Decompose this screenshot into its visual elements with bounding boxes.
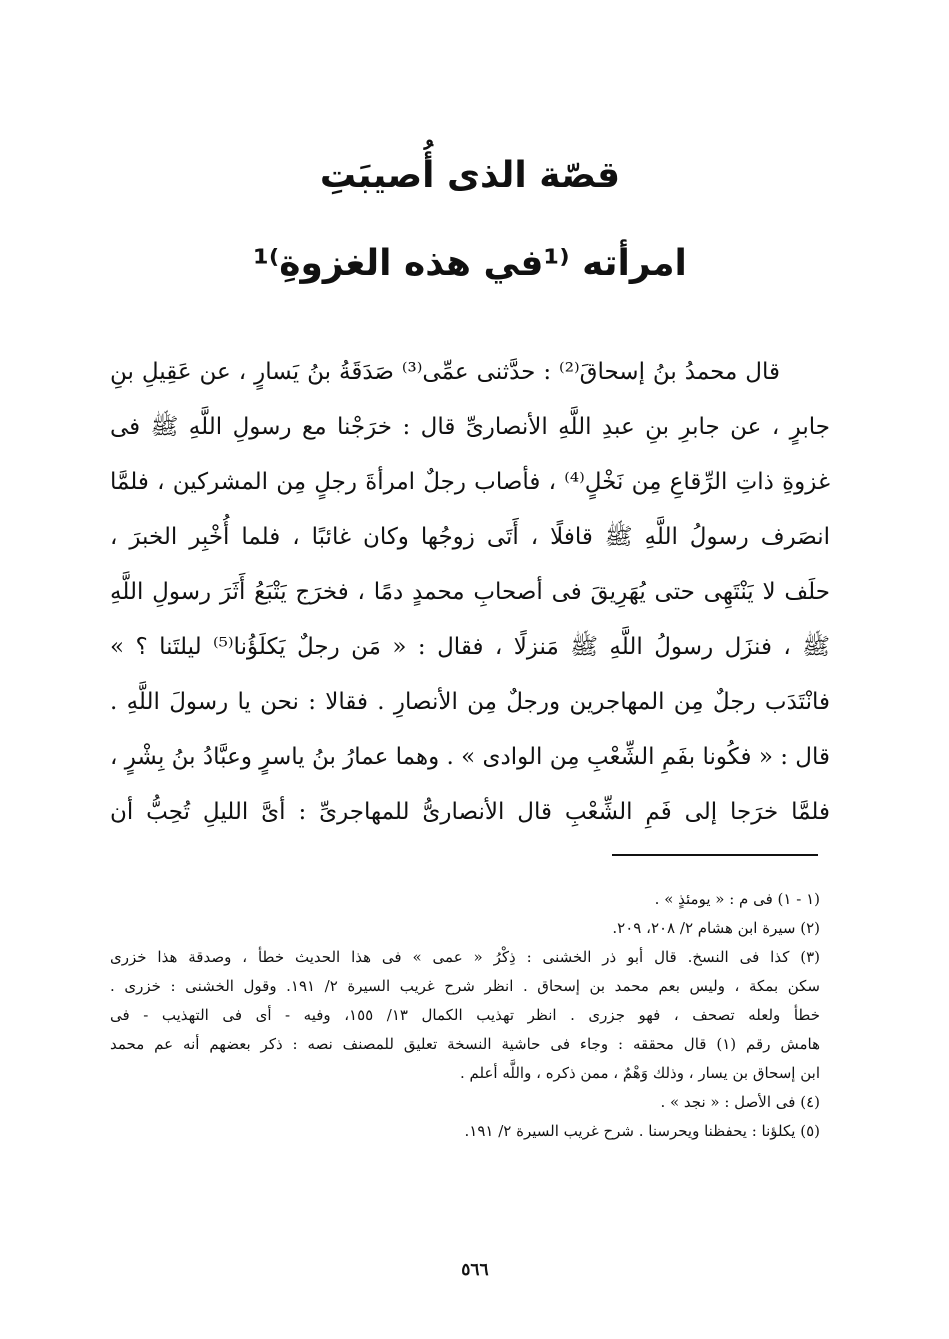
text-line: فانْتَدَب رجلٌ مِن المهاجرين ورجلٌ مِن الأنصارِ . فقالا : نحن يا رسولَ اللَّهِ . bbox=[110, 689, 830, 715]
footnote-line: هامش رقم (١) قال محققه : وجاء فى حاشية النسخة تعليق للمصنف نصه : ذكر بعضهم أنه عم محمد bbox=[110, 1035, 820, 1053]
chapter-title-line-2: امرأته ⁽¹في هذه الغزوةِ⁾¹ bbox=[253, 243, 687, 284]
text-line: قال محمدُ بنُ إسحاقَ⁽²⁾ : حدَّثنى عمِّى⁽³⁾ صَدَقَةُ بنُ يَسارٍ ، عن عَقِيلِ بنِ bbox=[110, 359, 781, 385]
footnote-line: (٣) كذا فى النسخ. قال أبو ذر الخشنى : ذِكْرُ « عمى » فى هذا الحديث خطأ ، وصدقة هذا خزرى bbox=[110, 948, 820, 966]
text-line: انصَرف رسولُ اللَّهِ ﷺ قافلًا ، أَتَى زوجُها وكان غائبًا ، فلما أُخْبِر الخبرَ ، bbox=[110, 524, 830, 550]
text-line: قال : « فكُونا بفَمِ الشِّعْبِ مِن الوادى » . وهما عمارُ بنُ ياسرٍ وعبَّادُ بنُ بِشْرٍ ، bbox=[110, 744, 830, 770]
footnote-line: (٢) سيرة ابن هشام ٢/ ٢٠٨، ٢٠٩. bbox=[612, 919, 820, 937]
text-line: جابرٍ ، عن جابرِ بنِ عبدِ اللَّهِ الأنصارىِّ قال : خرَجْنا مع رسولِ اللَّهِ ﷺ فى bbox=[110, 414, 830, 440]
page-number: ٥٦٦ bbox=[461, 1260, 489, 1280]
footnote-line: (٤) فى الأصل : « نجد » . bbox=[660, 1093, 820, 1111]
footnote-line: (١ - ١) فى م : « يومئذٍ » . bbox=[654, 890, 820, 908]
footnote-line: ابن إسحاق بن يسار ، وذلك وَهْمٌ ، ممن ذكره ، واللَّه أعلم . bbox=[459, 1064, 820, 1082]
text-line: ﷺ ، فنزَل رسولُ اللَّهِ ﷺ مَنزلًا ، فقال : « مَن رجلٌ يَكلَؤُنا⁽⁵⁾ ليلتَنا ؟ » bbox=[110, 634, 831, 660]
footnote-line: سكن بمكة ، وليس بعم محمد بن إسحاق . انظر شرح غريب السيرة ٢/ ١٩١. وقول الخشنى : خزرى . bbox=[110, 977, 820, 995]
text-line: حلَف لا يَنْتَهِى حتى يُهَرِيقَ فى أصحابِ محمدٍ دمًا ، فخرَج يَتْبَعُ أَثَرَ رسولِ اللَّهِ bbox=[110, 579, 830, 605]
main-text bbox=[110, 345, 830, 840]
footnote-separator bbox=[612, 854, 818, 856]
text-line: فلمَّا خرَجا إلى فَمِ الشِّعْبِ قال الأنصارىُّ للمهاجرىِّ : أىَّ الليلِ تُحِبُّ أن bbox=[110, 799, 830, 825]
footnotes bbox=[110, 885, 820, 1146]
footnote-line: خطأ ولعله تصحف ، فهو جزرى . انظر تهذيب الكمال ١٣/ ١٥٥، وفيه - أى فى التهذيب - فى bbox=[110, 1006, 820, 1024]
footnote-line: (٥) يكلؤنا : يحفظنا ويحرسنا . شرح غريب السيرة ٢/ ١٩١. bbox=[464, 1122, 820, 1140]
chapter-title-line-1: قصّة الذى أُصيبَتِ bbox=[319, 155, 621, 196]
text-line: غزوةِ ذاتِ الرِّقاعِ مِن نَخْلٍ⁽⁴⁾ ، فأصاب رجلٌ امرأةَ رجلٍ مِن المشركين ، فلمَّا bbox=[110, 469, 830, 495]
